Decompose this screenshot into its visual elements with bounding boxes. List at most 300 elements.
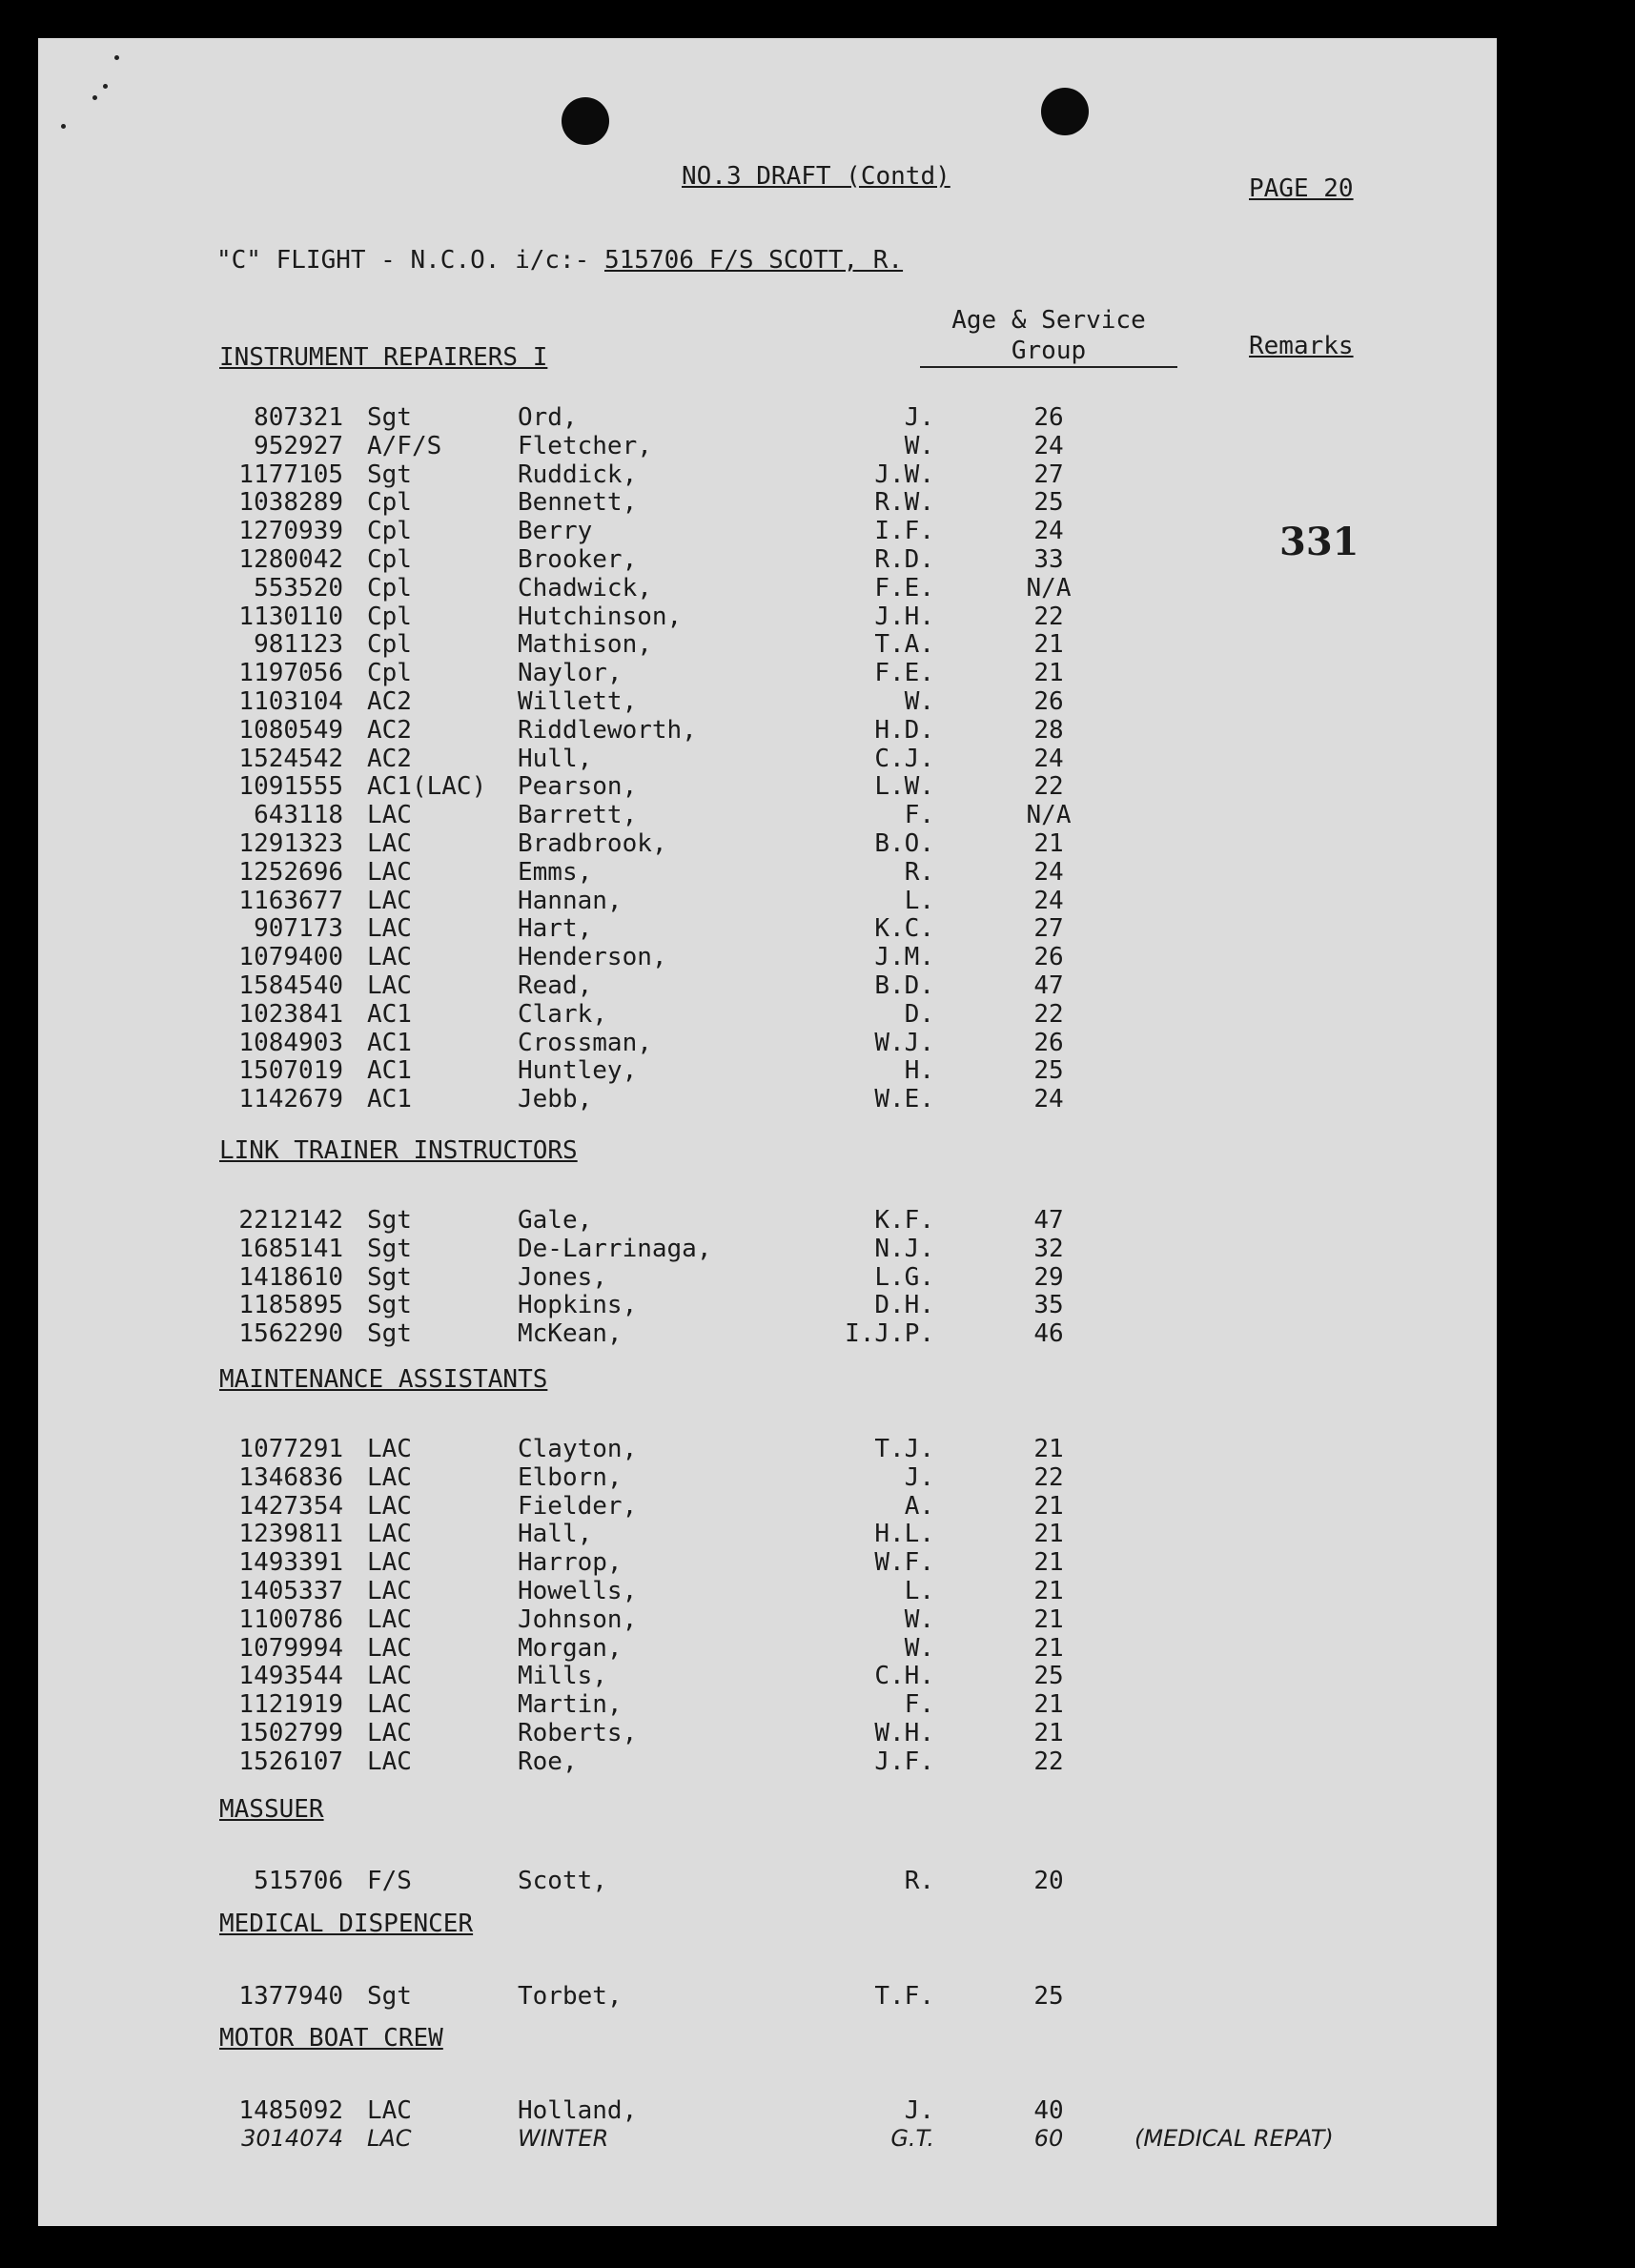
cell-num: 1130110: [238, 602, 343, 631]
personnel-row: [38, 687, 1497, 716]
cell-surname: Hannan,: [518, 886, 623, 915]
cell-rank: Sgt: [367, 460, 412, 489]
cell-surname: Barrett,: [518, 801, 638, 830]
cell-rank: Sgt: [367, 1982, 412, 2011]
cell-surname: Ruddick,: [518, 460, 638, 489]
cell-init: R.: [904, 1867, 934, 1895]
cell-age: N/A: [1026, 573, 1072, 603]
cell-num: 1079400: [238, 943, 343, 972]
cell-num: 515706: [254, 1867, 343, 1895]
cell-surname: Holland,: [518, 2096, 638, 2125]
cell-surname: Harrop,: [518, 1548, 623, 1578]
section-title: MEDICAL DISPENCER: [219, 1910, 474, 1938]
cell-rank: LAC: [367, 1548, 412, 1578]
section-title: MOTOR BOAT CREW: [219, 2024, 443, 2053]
section-title: INSTRUMENT REPAIRERS I: [219, 343, 548, 372]
cell-surname: Riddleworth,: [518, 715, 697, 745]
cell-surname: Crossman,: [518, 1028, 652, 1057]
nco-in-charge: 515706 F/S SCOTT, R.: [604, 246, 904, 275]
cell-rank: Sgt: [367, 1319, 412, 1349]
cell-init: I.F.: [874, 517, 934, 546]
section-title: MAINTENANCE ASSISTANTS: [219, 1365, 548, 1394]
cell-init: W.J.: [874, 1028, 934, 1057]
cell-rank: Cpl: [367, 630, 412, 660]
cell-age: 21: [1033, 1577, 1064, 1605]
cell-init: F.: [904, 801, 934, 830]
cell-surname: Gale,: [518, 1206, 593, 1235]
cell-num: 1177105: [238, 460, 343, 489]
cell-num: 1427354: [238, 1491, 343, 1521]
cell-num: 1280042: [238, 545, 343, 574]
cell-init: H.D.: [874, 715, 934, 745]
cell-init: B.O.: [874, 829, 934, 858]
flight-label: "C" FLIGHT - N.C.O. i/c:-: [216, 246, 590, 275]
personnel-row: [38, 432, 1497, 460]
cell-age: 25: [1033, 488, 1064, 518]
personnel-row: [38, 1747, 1497, 1776]
cell-num: 1377940: [238, 1982, 343, 2011]
cell-num: 1507019: [238, 1056, 343, 1086]
cell-init: J.: [904, 2096, 934, 2125]
cell-init: G.T.: [890, 2124, 934, 2152]
cell-surname: Mathison,: [518, 630, 652, 660]
cell-num: 3014074: [241, 2124, 343, 2152]
cell-init: K.C.: [874, 914, 934, 944]
cell-surname: Roe,: [518, 1747, 578, 1776]
cell-num: 1291323: [238, 829, 343, 858]
personnel-row: [38, 1291, 1497, 1319]
personnel-row: [38, 1319, 1497, 1348]
cell-age: 21: [1033, 1690, 1064, 1720]
cell-init: H.: [904, 1056, 934, 1086]
personnel-row: [38, 574, 1497, 603]
cell-num: 807321: [254, 403, 343, 432]
cell-num: 1079994: [238, 1633, 343, 1663]
cell-age: 21: [1033, 1435, 1064, 1463]
cell-rank: Sgt: [367, 1234, 412, 1263]
cell-surname: Pearson,: [518, 772, 638, 802]
personnel-row: [38, 772, 1497, 801]
cell-surname: Bradbrook,: [518, 829, 667, 858]
cell-surname: Howells,: [518, 1577, 638, 1605]
cell-surname: Bennett,: [518, 488, 638, 518]
personnel-row: [38, 1492, 1497, 1521]
cell-surname: Scott,: [518, 1867, 607, 1895]
cell-init: J.H.: [874, 602, 934, 631]
cell-rank: Cpl: [367, 545, 412, 574]
cell-rank: Cpl: [367, 488, 412, 518]
cell-rank: Sgt: [367, 1206, 412, 1235]
cell-surname: Berry: [518, 517, 593, 546]
cell-num: 981123: [254, 630, 343, 660]
cell-rank: LAC: [367, 857, 412, 887]
cell-surname: Chadwick,: [518, 573, 652, 603]
cell-rank: LAC: [367, 914, 412, 944]
cell-age: 22: [1033, 1462, 1064, 1492]
cell-init: B.D.: [874, 971, 934, 1000]
cell-init: L.G.: [874, 1262, 934, 1292]
cell-surname: Ord,: [518, 403, 578, 432]
cell-init: W.: [904, 687, 934, 716]
cell-init: W.H.: [874, 1719, 934, 1747]
cell-age: 33: [1033, 545, 1064, 574]
punch-hole-left: [562, 97, 609, 145]
cell-init: K.F.: [874, 1206, 934, 1235]
personnel-row: [38, 716, 1497, 745]
cell-surname: Mills,: [518, 1662, 607, 1691]
personnel-row: [38, 801, 1497, 829]
personnel-row: [38, 1520, 1497, 1548]
personnel-row: [38, 1662, 1497, 1690]
cell-age: 21: [1033, 1604, 1064, 1634]
personnel-row: [38, 745, 1497, 773]
cell-num: 907173: [254, 914, 343, 944]
personnel-row: [38, 630, 1497, 659]
personnel-row: [38, 1867, 1497, 1895]
cell-rank: LAC: [367, 1604, 412, 1634]
cell-age: 22: [1033, 602, 1064, 631]
cell-age: 32: [1033, 1234, 1064, 1263]
personnel-row: [38, 488, 1497, 517]
cell-rank: Sgt: [367, 1291, 412, 1320]
cell-init: T.F.: [874, 1982, 934, 2011]
personnel-row: [38, 829, 1497, 858]
cell-age: N/A: [1026, 801, 1072, 830]
cell-init: L.W.: [874, 772, 934, 802]
personnel-row: [38, 1634, 1497, 1663]
cell-rank: LAC: [367, 1435, 412, 1463]
cell-age: 40: [1033, 2096, 1064, 2125]
personnel-row: [38, 1435, 1497, 1463]
cell-num: 1270939: [238, 517, 343, 546]
cell-num: 1091555: [238, 772, 343, 802]
age-header-line2: Group: [920, 336, 1177, 368]
cell-rank: LAC: [367, 1747, 412, 1776]
cell-age: 29: [1033, 1262, 1064, 1292]
cell-num: 1584540: [238, 971, 343, 1000]
cell-surname: Hart,: [518, 914, 593, 944]
cell-surname: Clark,: [518, 999, 607, 1029]
cell-surname: Clayton,: [518, 1435, 638, 1463]
personnel-row: [38, 2096, 1497, 2125]
cell-init: I.J.P.: [845, 1319, 934, 1349]
cell-surname: Hopkins,: [518, 1291, 638, 1320]
cell-surname: Hull,: [518, 744, 593, 773]
personnel-row: [38, 1577, 1497, 1605]
cell-rank: Cpl: [367, 573, 412, 603]
cell-num: 1103104: [238, 687, 343, 716]
remarks-header: Remarks: [1249, 332, 1354, 360]
cell-num: 1405337: [238, 1577, 343, 1605]
cell-surname: Huntley,: [518, 1056, 638, 1086]
cell-init: L.: [904, 1577, 934, 1605]
cell-num: 1502799: [238, 1719, 343, 1747]
cell-num: 1077291: [238, 1435, 343, 1463]
cell-rank: LAC: [367, 2096, 412, 2125]
page-number: PAGE 20: [1249, 174, 1354, 203]
cell-rank: LAC: [367, 943, 412, 972]
cell-age: 21: [1033, 630, 1064, 660]
cell-rank: LAC: [367, 2124, 412, 2152]
cell-init: T.J.: [874, 1435, 934, 1463]
cell-init: J.M.: [874, 943, 934, 972]
cell-init: C.J.: [874, 744, 934, 773]
cell-surname: McKean,: [518, 1319, 623, 1349]
cell-age: 21: [1033, 1719, 1064, 1747]
cell-surname: Brooker,: [518, 545, 638, 574]
cell-init: W.E.: [874, 1085, 934, 1114]
cell-age: 35: [1033, 1291, 1064, 1320]
cell-num: 2212142: [238, 1206, 343, 1235]
cell-init: F.E.: [874, 573, 934, 603]
cell-age: 24: [1033, 1085, 1064, 1114]
cell-rank: AC2: [367, 744, 412, 773]
cell-init: J.W.: [874, 460, 934, 489]
cell-age: 26: [1033, 403, 1064, 432]
cell-age: 21: [1033, 1548, 1064, 1578]
cell-rank: LAC: [367, 1662, 412, 1691]
cell-rank: AC1: [367, 1085, 412, 1114]
cell-num: 1023841: [238, 999, 343, 1029]
cell-age: 26: [1033, 1028, 1064, 1057]
cell-num: 1163677: [238, 886, 343, 915]
cell-age: 24: [1033, 431, 1064, 460]
cell-init: D.H.: [874, 1291, 934, 1320]
cell-num: 1524542: [238, 744, 343, 773]
cell-num: 1252696: [238, 857, 343, 887]
cell-num: 1142679: [238, 1085, 343, 1114]
cell-rank: AC1: [367, 999, 412, 1029]
cell-rank: LAC: [367, 1577, 412, 1605]
cell-surname: Read,: [518, 971, 593, 1000]
cell-init: R.: [904, 857, 934, 887]
cell-age: 21: [1033, 829, 1064, 858]
cell-num: 1685141: [238, 1234, 343, 1263]
cell-rank: Sgt: [367, 1262, 412, 1292]
cell-age: 28: [1033, 715, 1064, 745]
personnel-row: [38, 858, 1497, 887]
cell-num: 1121919: [238, 1690, 343, 1720]
cell-surname: Martin,: [518, 1690, 623, 1720]
cell-surname: Hall,: [518, 1520, 593, 1549]
personnel-row: [38, 1085, 1497, 1114]
personnel-row: [38, 2125, 1497, 2154]
cell-age: 46: [1033, 1319, 1064, 1349]
cell-surname: Emms,: [518, 857, 593, 887]
cell-num: 1526107: [238, 1747, 343, 1776]
age-header-line1: Age & Service: [951, 306, 1146, 335]
cell-rank: LAC: [367, 971, 412, 1000]
cell-rank: AC1: [367, 1056, 412, 1086]
speck: [103, 84, 108, 89]
personnel-row: [38, 1690, 1497, 1719]
cell-rank: LAC: [367, 829, 412, 858]
cell-age: 22: [1033, 999, 1064, 1029]
cell-age: 22: [1033, 1747, 1064, 1776]
cell-surname: WINTER: [518, 2124, 609, 2152]
cell-age: 24: [1033, 517, 1064, 546]
cell-num: 1084903: [238, 1028, 343, 1057]
cell-rank: LAC: [367, 1462, 412, 1492]
cell-init: J.: [904, 403, 934, 432]
cell-init: W.: [904, 431, 934, 460]
cell-num: 1239811: [238, 1520, 343, 1549]
cell-num: 1346836: [238, 1462, 343, 1492]
cell-surname: Willett,: [518, 687, 638, 716]
cell-rank: Sgt: [367, 403, 412, 432]
personnel-row: [38, 971, 1497, 1000]
cell-age: 21: [1033, 659, 1064, 688]
cell-surname: Jebb,: [518, 1085, 593, 1114]
cell-init: D.: [904, 999, 934, 1029]
personnel-row: [38, 887, 1497, 915]
cell-rank: Cpl: [367, 602, 412, 631]
cell-age: 24: [1033, 744, 1064, 773]
personnel-row: [38, 1982, 1497, 2011]
cell-rank: A/F/S: [367, 431, 442, 460]
personnel-row: [38, 403, 1497, 432]
cell-age: 27: [1033, 460, 1064, 489]
cell-rank: Cpl: [367, 659, 412, 688]
cell-age: 24: [1033, 886, 1064, 915]
cell-num: 1197056: [238, 659, 343, 688]
cell-surname: Elborn,: [518, 1462, 623, 1492]
cell-rank: LAC: [367, 1633, 412, 1663]
cell-init: W.F.: [874, 1548, 934, 1578]
personnel-row: [38, 1000, 1497, 1029]
cell-init: J.: [904, 1462, 934, 1492]
cell-age: 21: [1033, 1633, 1064, 1663]
personnel-row: [38, 1548, 1497, 1577]
document-page: [38, 38, 1497, 2226]
section-title: LINK TRAINER INSTRUCTORS: [219, 1136, 578, 1165]
cell-surname: De-Larrinaga,: [518, 1234, 712, 1263]
personnel-row: [38, 659, 1497, 687]
cell-age: 25: [1033, 1982, 1064, 2011]
cell-rank: LAC: [367, 1491, 412, 1521]
cell-age: 25: [1033, 1056, 1064, 1086]
reference-number: 331: [1279, 520, 1359, 564]
cell-surname: Fletcher,: [518, 431, 652, 460]
cell-age: 26: [1033, 943, 1064, 972]
cell-age: 26: [1033, 687, 1064, 716]
cell-num: 1418610: [238, 1262, 343, 1292]
personnel-row: [38, 460, 1497, 489]
cell-init: F.: [904, 1690, 934, 1720]
cell-init: C.H.: [874, 1662, 934, 1691]
personnel-row: [38, 914, 1497, 943]
cell-surname: Naylor,: [518, 659, 623, 688]
personnel-row: [38, 1463, 1497, 1492]
cell-num: 1485092: [238, 2096, 343, 2125]
cell-surname: Henderson,: [518, 943, 667, 972]
cell-init: T.A.: [874, 630, 934, 660]
cell-rank: LAC: [367, 1719, 412, 1747]
cell-age: 20: [1033, 1867, 1064, 1895]
personnel-row: [38, 1263, 1497, 1292]
document-title: NO.3 DRAFT (Contd): [682, 162, 950, 191]
cell-num: 553520: [254, 573, 343, 603]
cell-rank: LAC: [367, 1690, 412, 1720]
cell-age: 24: [1033, 857, 1064, 887]
cell-num: 1038289: [238, 488, 343, 518]
cell-init: H.L.: [874, 1520, 934, 1549]
cell-num: 1493391: [238, 1548, 343, 1578]
cell-surname: Torbet,: [518, 1982, 623, 2011]
punch-hole-right: [1041, 88, 1089, 135]
personnel-row: [38, 943, 1497, 971]
cell-age: 21: [1033, 1520, 1064, 1549]
cell-age: 21: [1033, 1491, 1064, 1521]
cell-rank: LAC: [367, 886, 412, 915]
cell-age: 47: [1033, 971, 1064, 1000]
speck: [92, 95, 97, 100]
cell-rank: F/S: [367, 1867, 412, 1895]
cell-surname: Johnson,: [518, 1604, 638, 1634]
personnel-row: [38, 1206, 1497, 1235]
cell-rank: LAC: [367, 1520, 412, 1549]
cell-num: 643118: [254, 801, 343, 830]
cell-init: W.: [904, 1604, 934, 1634]
cell-init: A.: [904, 1491, 934, 1521]
flight-heading: [216, 246, 903, 275]
cell-remark: (MEDICAL REPAT): [1134, 2124, 1334, 2152]
personnel-row: [38, 1235, 1497, 1263]
cell-init: J.F.: [874, 1747, 934, 1776]
cell-init: F.E.: [874, 659, 934, 688]
cell-num: 1562290: [238, 1319, 343, 1349]
cell-num: 952927: [254, 431, 343, 460]
cell-surname: Jones,: [518, 1262, 607, 1292]
speck: [61, 124, 66, 129]
cell-init: N.J.: [874, 1234, 934, 1263]
personnel-row: [38, 1605, 1497, 1634]
cell-num: 1080549: [238, 715, 343, 745]
cell-init: W.: [904, 1633, 934, 1663]
cell-init: R.W.: [874, 488, 934, 518]
cell-rank: AC1: [367, 1028, 412, 1057]
age-service-group-header: [920, 305, 1177, 368]
cell-num: 1185895: [238, 1291, 343, 1320]
cell-rank: AC1(LAC): [367, 772, 487, 802]
cell-surname: Morgan,: [518, 1633, 623, 1663]
cell-surname: Hutchinson,: [518, 602, 683, 631]
cell-num: 1493544: [238, 1662, 343, 1691]
personnel-row: [38, 1029, 1497, 1057]
cell-age: 27: [1033, 914, 1064, 944]
personnel-row: [38, 603, 1497, 631]
cell-age: 22: [1033, 772, 1064, 802]
cell-init: L.: [904, 886, 934, 915]
personnel-row: [38, 1719, 1497, 1747]
cell-rank: AC2: [367, 687, 412, 716]
cell-surname: Roberts,: [518, 1719, 638, 1747]
cell-age: 25: [1033, 1662, 1064, 1691]
personnel-row: [38, 1056, 1497, 1085]
cell-surname: Fielder,: [518, 1491, 638, 1521]
cell-age: 47: [1033, 1206, 1064, 1235]
personnel-row: [38, 545, 1497, 574]
section-title: MASSUER: [219, 1795, 324, 1824]
cell-age: 60: [1033, 2124, 1064, 2152]
personnel-row: [38, 517, 1497, 545]
cell-num: 1100786: [238, 1604, 343, 1634]
cell-rank: LAC: [367, 801, 412, 830]
cell-rank: Cpl: [367, 517, 412, 546]
speck: [114, 55, 119, 60]
cell-rank: AC2: [367, 715, 412, 745]
cell-init: R.D.: [874, 545, 934, 574]
